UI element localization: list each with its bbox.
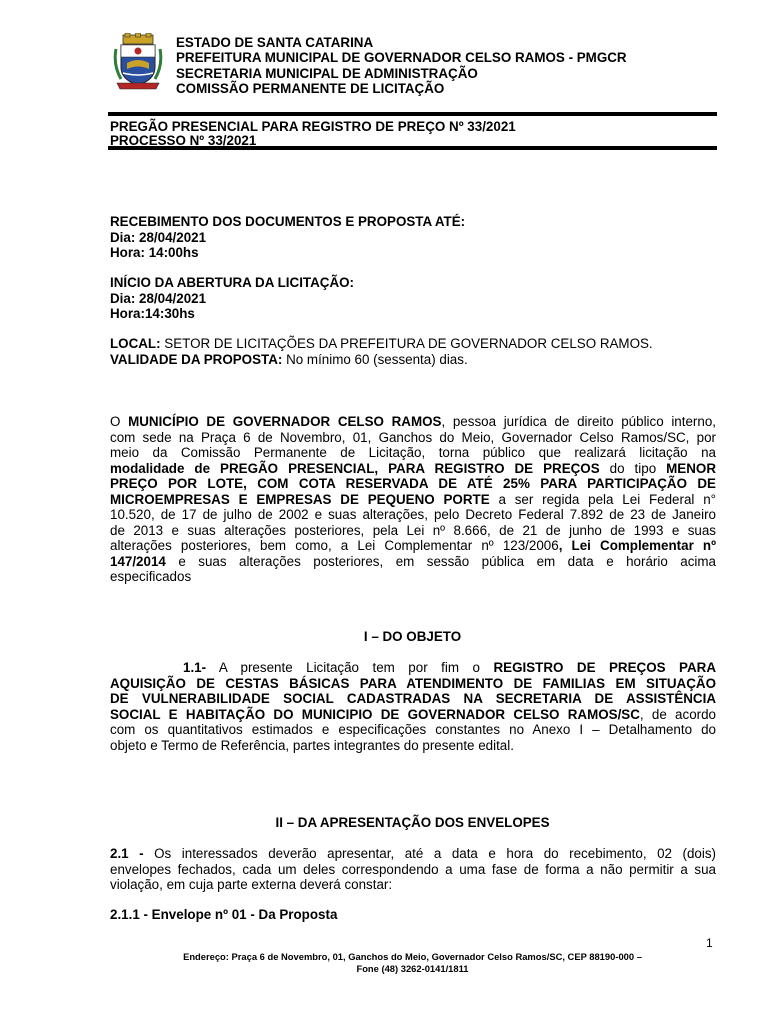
location-block xyxy=(110,336,653,367)
envelopes-line: envelopes fechados, cada um deles correspondendo a uma fase de forma a não permitir a sua xyxy=(110,861,716,877)
location-line xyxy=(110,336,653,352)
object-line: DE VULNERABILIDADE SOCIAL CADASTRADAS NA SECRETARIA DE ASSISTÊNCIA xyxy=(110,691,716,706)
intro-line: modalidade de PREGÃO PRESENCIAL, PARA REGISTRO DE PREÇOS do tipo MENOR xyxy=(110,460,716,476)
intro-line: O MUNICÍPIO DE GOVERNADOR CELSO RAMOS, pessoa jurídica de direito público interno, xyxy=(110,414,716,429)
footer-phone-line: Fone (48) 3262-0141/1811 xyxy=(356,963,469,974)
intro-line: meio da Comissão Permanente de Licitação, torna público que realizará licitação na xyxy=(110,445,716,460)
receipt-block xyxy=(110,214,465,261)
section-envelopes-title: II – DA APRESENTAÇÃO DOS ENVELOPES xyxy=(275,815,550,830)
object-line: com os quantitativos estimados e especificações constantes no Anexo I – Detalhamento do xyxy=(110,722,716,737)
validity-label: VALIDADE DA PROPOSTA: xyxy=(110,351,283,367)
receipt-heading: RECEBIMENTO DOS DOCUMENTOS E PROPOSTA ATÉ: xyxy=(110,214,466,229)
intro-line: especificados xyxy=(110,569,192,584)
envelopes-line: 2.1 - Os interessados deverão apresentar, até a data e hora do recebimento, 02 (dois) xyxy=(110,846,716,861)
intro-line: MICROEMPRESAS E EMPRESAS DE PEQUENO PORTE a ser regida pela Lei Federal n° xyxy=(110,491,716,507)
intro-line: alterações posteriores, bem como, a Lei Complementar nº 123/2006, Lei Complementar nº xyxy=(110,538,716,553)
object-line: SOCIAL E HABITAÇÃO DO MUNICIPIO DE GOVERNADOR CELSO RAMOS/SC, de acordo xyxy=(110,706,717,722)
opening-day: Dia: 28/04/2021 xyxy=(110,290,207,306)
envelope-subheading xyxy=(110,907,337,923)
document-title-box xyxy=(108,112,717,150)
intro-line: PREÇO POR LOTE, COM COTA RESERVADA DE ATÉ 25% PARA PARTICIPAÇÃO DE xyxy=(110,476,716,491)
letterhead xyxy=(176,35,627,97)
header-state: ESTADO DE SANTA CATARINA xyxy=(176,35,374,50)
section-object-paragraph xyxy=(110,660,716,753)
object-line: objeto e Termo de Referência, partes integrantes do presente edital. xyxy=(110,737,514,753)
municipality-name: MUNICÍPIO DE GOVERNADOR CELSO RAMOS xyxy=(128,414,442,429)
intro-line: 147/2014 e suas alterações posteriores, em sessão pública em data e horário acima xyxy=(110,553,716,569)
intro-paragraph xyxy=(110,414,716,585)
receipt-hour: Hora: 14:00hs xyxy=(110,245,199,260)
process-number: PROCESSO Nº 33/2021 xyxy=(110,133,257,148)
location-value: SETOR DE LICITAÇÕES DA PREFEITURA DE GOVERNADOR CELSO RAMOS. xyxy=(160,336,653,351)
envelopes-line: violação, em cuja parte externa deverá constar: xyxy=(110,877,393,892)
opening-hour: Hora:14:30hs xyxy=(110,306,195,321)
municipal-coat-of-arms-icon xyxy=(113,33,163,91)
section-object-title: I – DO OBJETO xyxy=(363,629,462,644)
object-line: AQUISIÇÃO DE CESTAS BÁSICAS PARA ATENDIMENTO DE FAMILIAS EM SITUAÇÃO xyxy=(110,675,716,691)
validity-value: No mínimo 60 (sessenta) dias. xyxy=(282,351,468,367)
intro-line: 10.520, de 17 de julho de 2002 e suas alterações, pelo Decreto Federal 7.892 de 23 de Janeiro xyxy=(110,507,716,522)
header-secretariat: SECRETARIA MUNICIPAL DE ADMINISTRAÇÃO xyxy=(176,65,478,81)
opening-heading: INÍCIO DA ABERTURA DA LICITAÇÃO: xyxy=(110,275,354,290)
footer-address xyxy=(0,951,770,975)
validity-line xyxy=(110,352,653,368)
opening-block xyxy=(110,275,354,322)
receipt-day: Dia: 28/04/2021 xyxy=(110,229,207,245)
location-label: LOCAL: xyxy=(110,336,161,351)
envelope-1-heading: 2.1.1 - Envelope nº 01 - Da Proposta xyxy=(110,907,338,922)
page-number: 1 xyxy=(706,936,713,950)
intro-line: com sede na Praça 6 de Novembro, 01, Ganchos do Meio, Governador Celso Ramos/SC, por xyxy=(110,429,716,445)
object-line: 1.1- A presente Licitação tem por fim o REGISTRO DE PREÇOS PARA xyxy=(183,660,716,675)
document-title: PREGÃO PRESENCIAL PARA REGISTRO DE PREÇO Nº 33/2021 xyxy=(110,119,516,134)
intro-line: de 2013 e suas alterações posteriores, pela Lei nº 8.666, de 21 de junho de 1993 e suas xyxy=(110,522,716,538)
header-commission: COMISSÃO PERMANENTE DE LICITAÇÃO xyxy=(176,81,445,97)
section-envelopes-paragraph xyxy=(110,846,716,893)
header-prefecture: PREFEITURA MUNICIPAL DE GOVERNADOR CELSO RAMOS - PMGCR xyxy=(176,50,627,66)
footer-address-line: Endereço: Praça 6 de Novembro, 01, Ganchos do Meio, Governador Celso Ramos/SC, CEP 88190-000 – xyxy=(183,951,642,962)
